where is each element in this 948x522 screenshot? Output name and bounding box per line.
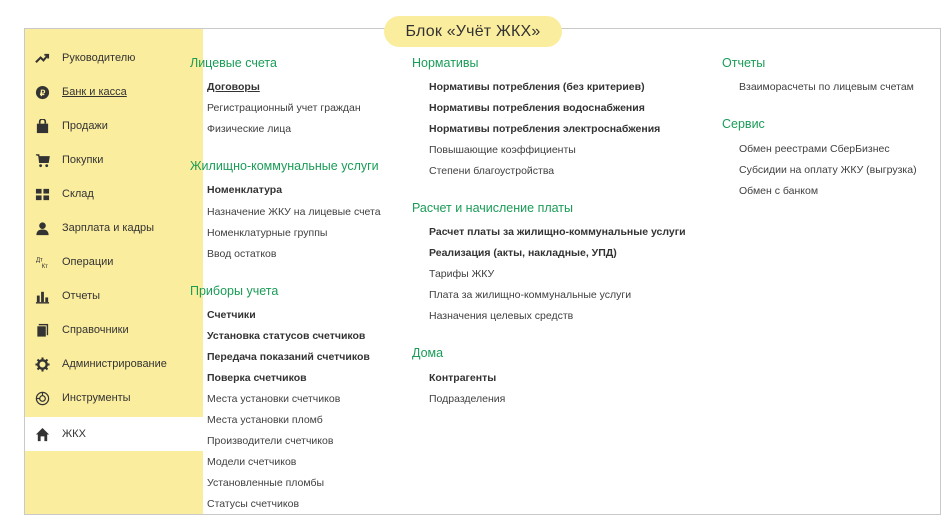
link-mutual-settlements[interactable]: Взаиморасчеты по лицевым счетам [739, 81, 914, 93]
sidebar-item-label: Зарплата и кадры [62, 222, 155, 234]
trend-icon [34, 50, 50, 66]
link-installed-seals[interactable]: Установленные пломбы [207, 477, 325, 489]
link-sales-acts[interactable]: Реализация (акты, накладные, УПД) [429, 247, 617, 259]
link-nomenclature[interactable]: Номенклатура [207, 184, 283, 196]
sidebar-item-purchases[interactable] [25, 143, 203, 177]
svg-text:Кт: Кт [41, 262, 48, 270]
link-contracts[interactable]: Договоры [207, 81, 260, 93]
sidebar-item-label: ЖКХ [62, 428, 86, 440]
link-billing-calc[interactable]: Расчет платы за жилищно-коммунальные услуги [429, 226, 686, 238]
link-increasing-coefficients[interactable]: Повышающие коэффициенты [429, 144, 576, 156]
link-bank-exchange[interactable]: Обмен с банком [739, 185, 819, 197]
dt-kt-icon [34, 254, 50, 270]
sidebar-item-bank[interactable] [25, 75, 203, 109]
house-icon [34, 426, 50, 442]
section-title-services: Жилищно-коммунальные услуги [190, 159, 379, 173]
cart-icon [34, 152, 50, 168]
tools-icon [34, 390, 50, 406]
block-banner: Блок «Учёт ЖКХ» [384, 16, 562, 47]
warehouse-icon [34, 186, 50, 202]
sidebar-item-salary[interactable] [25, 211, 203, 245]
link-meter-verification[interactable]: Поверка счетчиков [207, 372, 307, 384]
link-norms-electricity[interactable]: Нормативы потребления электроснабжения [429, 123, 661, 135]
sidebar-item-administration[interactable] [25, 347, 203, 381]
link-meter-statuses-setup[interactable]: Установка статусов счетчиков [207, 330, 366, 342]
sidebar-item-label: Склад [62, 188, 94, 200]
sidebar-item-tools[interactable] [25, 381, 203, 415]
app-frame [24, 28, 941, 515]
section-title-norms: Нормативы [412, 56, 479, 70]
link-sberbusiness-exchange[interactable]: Обмен реестрами СберБизнес [739, 143, 890, 155]
link-target-funds[interactable]: Назначения целевых средств [429, 310, 574, 322]
link-seal-locations[interactable]: Места установки пломб [207, 414, 323, 426]
sidebar-item-label: Продажи [62, 120, 108, 132]
gear-icon [34, 356, 50, 372]
svg-text:₽: ₽ [39, 87, 45, 98]
sidebar [25, 29, 203, 514]
book-icon [34, 322, 50, 338]
sidebar-item-sales[interactable] [25, 109, 203, 143]
link-individuals[interactable]: Физические лица [207, 123, 292, 135]
section-title-reports: Отчеты [722, 56, 766, 70]
sidebar-item-operations[interactable] [25, 245, 203, 279]
link-meters[interactable]: Счетчики [207, 309, 256, 321]
section-title-billing: Расчет и начисление платы [412, 201, 574, 215]
person-icon [34, 220, 50, 236]
link-meter-statuses[interactable]: Статусы счетчиков [207, 498, 300, 510]
link-meter-manufacturers[interactable]: Производители счетчиков [207, 435, 334, 447]
link-subsidies-export[interactable]: Субсидии на оплату ЖКУ (выгрузка) [739, 164, 917, 176]
link-meter-locations[interactable]: Места установки счетчиков [207, 393, 341, 405]
section-title-houses: Дома [412, 346, 444, 360]
sidebar-item-reports[interactable] [25, 279, 203, 313]
link-assign-services[interactable]: Назначение ЖКУ на лицевые счета [207, 206, 381, 218]
link-norms-no-criteria[interactable]: Нормативы потребления (без критериев) [429, 81, 645, 93]
link-subdivisions[interactable]: Подразделения [429, 393, 506, 405]
bar-chart-icon [34, 288, 50, 304]
sidebar-item-label: Операции [62, 256, 114, 268]
link-meter-models[interactable]: Модели счетчиков [207, 456, 297, 468]
section-title-service: Сервис [722, 117, 765, 131]
link-meter-readings[interactable]: Передача показаний счетчиков [207, 351, 370, 363]
link-registration[interactable]: Регистрационный учет граждан [207, 102, 361, 114]
section-title-accounts: Лицевые счета [190, 56, 277, 70]
section-title-meters: Приборы учета [190, 284, 279, 298]
sidebar-item-warehouse[interactable] [25, 177, 203, 211]
sidebar-item-zhkh[interactable] [25, 417, 203, 451]
bag-icon [34, 118, 50, 134]
sidebar-item-rukovoditelyu[interactable] [25, 41, 203, 75]
svg-text:Дт: Дт [35, 256, 43, 264]
link-service-fee[interactable]: Плата за жилищно-коммунальные услуги [429, 289, 632, 301]
sidebar-item-label: Справочники [62, 324, 129, 336]
sidebar-item-label: Инструменты [62, 392, 131, 404]
sidebar-item-label: Отчеты [62, 290, 101, 302]
link-improvement-degrees[interactable]: Степени благоустройства [429, 165, 555, 177]
sidebar-item-label: Руководителю [62, 52, 136, 64]
sidebar-item-label: Банк и касса [62, 86, 127, 98]
link-tariffs[interactable]: Тарифы ЖКУ [429, 268, 495, 280]
sidebar-item-label: Администрирование [62, 358, 167, 370]
link-balances-input[interactable]: Ввод остатков [207, 248, 277, 260]
link-nomenclature-groups[interactable]: Номенклатурные группы [207, 227, 328, 239]
link-counterparties[interactable]: Контрагенты [429, 372, 497, 384]
link-norms-water[interactable]: Нормативы потребления водоснабжения [429, 102, 645, 114]
sidebar-item-label: Покупки [62, 154, 104, 166]
sidebar-item-references[interactable] [25, 313, 203, 347]
coin-icon [34, 84, 50, 100]
